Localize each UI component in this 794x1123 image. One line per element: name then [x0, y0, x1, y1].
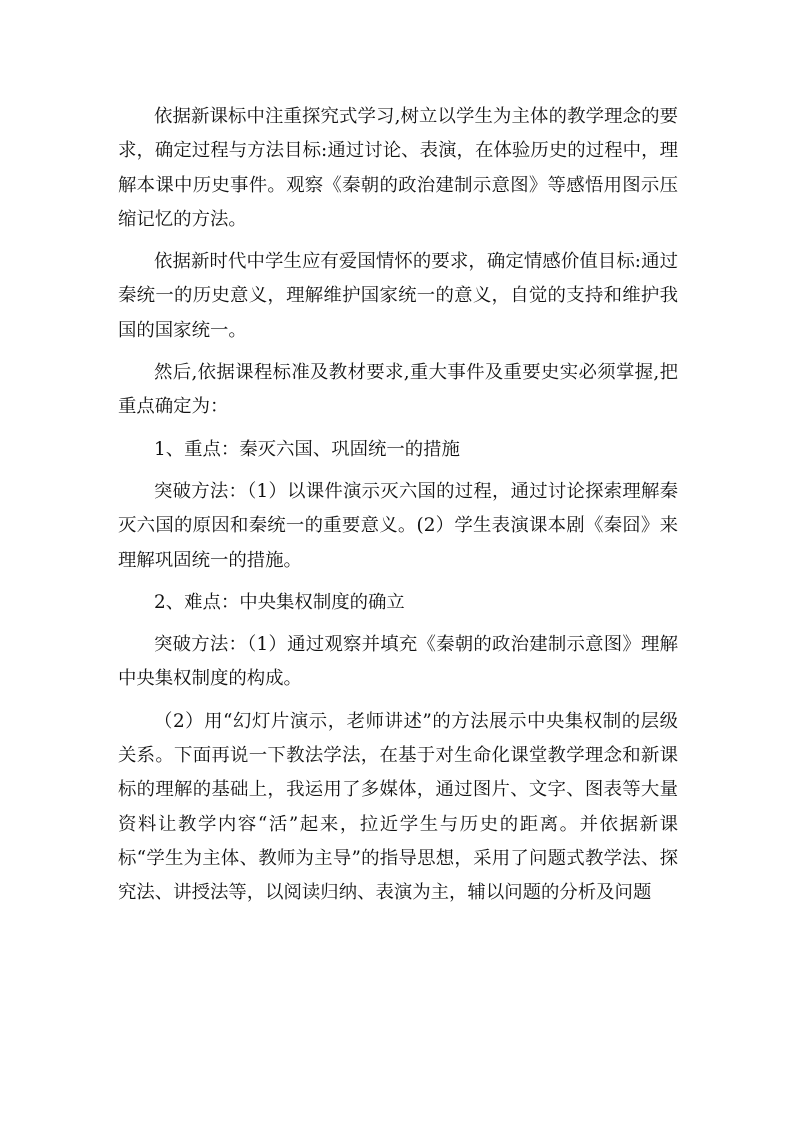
paragraph-key-points-intro: 然后,依据课程标准及教材要求,重大事件及重要史实必须掌握,把重点确定为：: [118, 362, 678, 418]
paragraph-difficult-point-2: 2、难点：中央集权制度的确立: [154, 591, 405, 613]
document-body: [118, 100, 678, 919]
paragraph-emotion-value-goal: 依据新时代中学生应有爱国情怀的要求，确定情感价值目标:通过秦统一的历史意义，理解维护国家统一的意义，自觉的支持和维护我国的国家统一。: [118, 251, 678, 341]
paragraph-breakthrough-method-1: 突破方法：（1）以课件演示灭六国的过程，通过讨论探索理解秦灭六国的原因和秦统一的重要意义。(2）学生表演课本剧《秦囧》来理解巩固统一的措施。: [118, 480, 678, 571]
paragraph-key-point-1: 1、重点：秦灭六国、巩固统一的措施: [154, 438, 460, 460]
paragraph-breakthrough-method-2: 突破方法：（1）通过观察并填充《秦朝的政治建制示意图》理解中央集权制度的构成。: [118, 634, 678, 690]
paragraph-teaching-methods: （2）用“幻灯片演示，老师讲述”的方法展示中央集权制的层级关系。下面再说一下教法学法，在基于对生命化课堂教学理念和新课标的理解的基础上，我运用了多媒体，通过图片、文字、图表等大量资料让教学内容“活”起来，拉近学生与历史的距离。并依据新课标“学生为主体、教师为主导”的指导思想，采用了问题式教学法、探究法、讲授法等，以阅读归纳、表演为主，辅以问题的分析及问题: [118, 710, 678, 904]
paragraph-process-method-goal: 依据新课标中注重探究式学习,树立以学生为主体的教学理念的要求，确定过程与方法目标:通过讨论、表演，在体验历史的过程中，理解本课中历史事件。观察《秦朝的政治建制示意图》等感悟用图示压缩记忆的方法。: [118, 106, 678, 230]
